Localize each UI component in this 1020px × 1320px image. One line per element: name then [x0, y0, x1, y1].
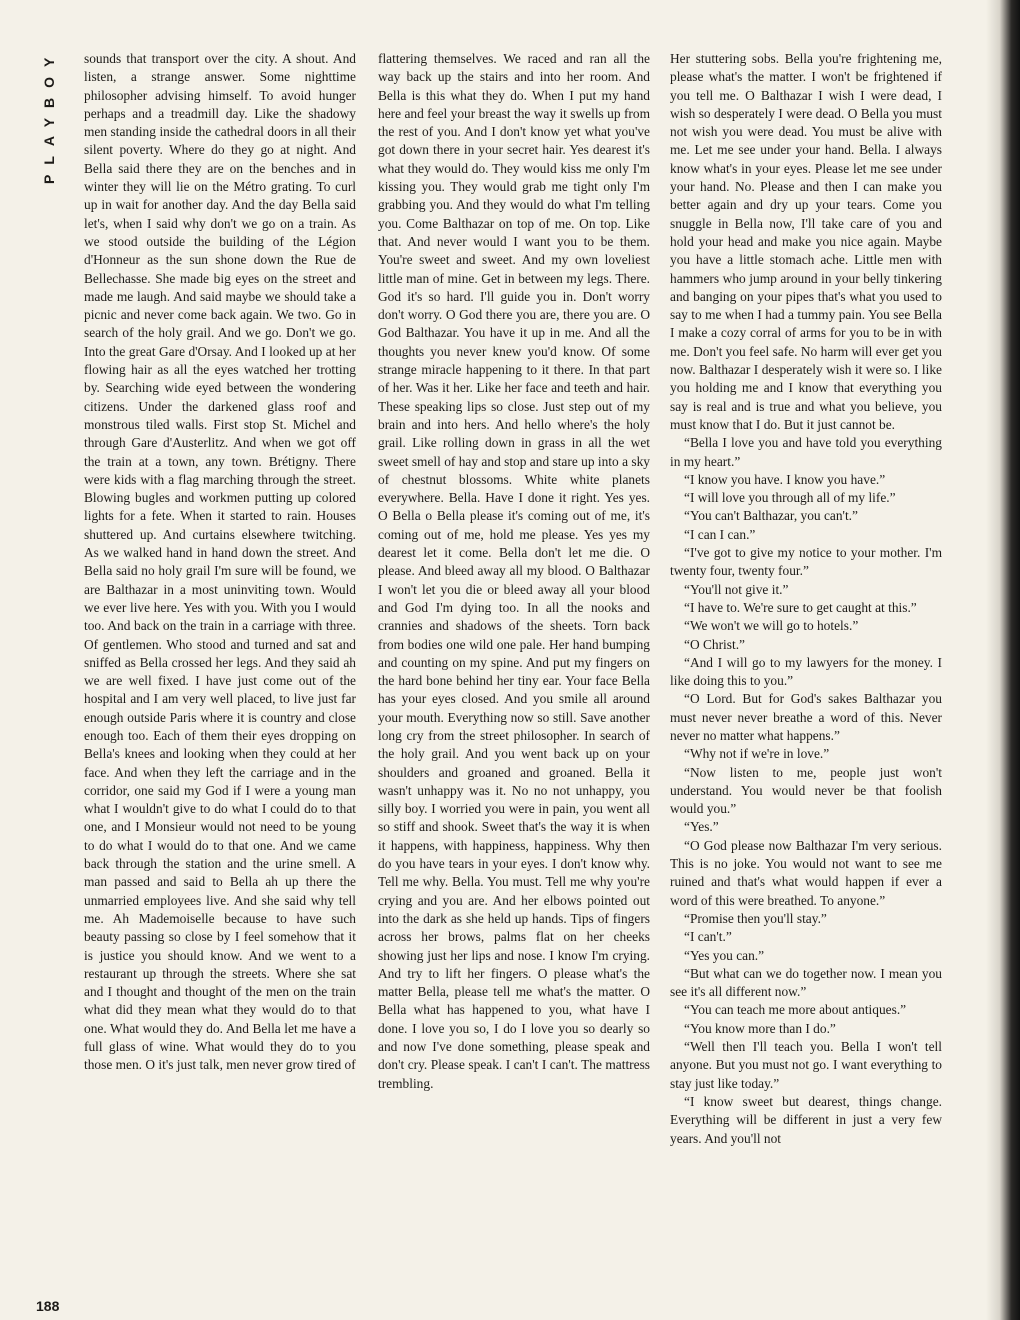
dialogue-line: “But what can we do together now. I mean you see it's all different now.” [670, 965, 942, 1000]
dialogue-line: “I can't.” [684, 929, 732, 945]
dialogue-line: “You'll not give it.” [684, 581, 789, 597]
text-column-3 [670, 50, 942, 1314]
dialogue-line: “I know you have. I know you have.” [684, 471, 886, 487]
dialogue-line: “Yes.” [684, 819, 719, 835]
dialogue-line: “O God please now Balthazar I'm very serious. This is no joke. You would not want to see me ruined and that's what would happen if ever a word of this were breathed. To anyone.” [670, 837, 942, 908]
page-edge-shadow [986, 0, 1020, 1320]
paragraph: sounds that transport over the city. A shout. And listen, a strange answer. Some nighttime philosopher advising himself. To avoid hunger perhaps and a treadmill day. Like the shadowy men standing inside the cathedral doors in all their silent poverty. Where do they go at night. And Bella said there they are on the benches and in winter they will lie on the Métro grating. To curl up in wait for another day. And the day Bella said let's, when I said why don't we go on a train. As we stood outside the building of the Légion d'Honneur as the sun shone down the Rue de Bellechasse. She made big eyes on the street and made me laugh. And said maybe we should take a picnic and never come back again. We two. Go in search of the holy grail. And we go. Don't we go. Into the great Gare d'Orsay. And I looked up at her flowing hair as all the eyes watched her trotting by. Searching wide eyed between the wondering citizens. Under the darkened glass roof and monstrous tiled walls. First stop St. Michel and through Gare d'Austerlitz. And when we got off the train at a town, any town. Brétigny. There were kids with a flag marching through the street. Blowing bugles and workmen putting up colored lights for a fete. When it started to rain. Houses shuttered up. And curtains elsewhere twitching. As we walked hand in hand down the street. And Bella said no holy grail I'm sure will be found, we are Balthazar in a most uninviting town. Would we ever live here. Yes with you. With you I would too. And back on the train in a carriage with three. Of gentlemen. Who stood and turned and sat and sniffed as Bella crossed her legs. And they said ah we are well fixed. I have just come out of the hospital and I am very well placed, to live just far enough outside Paris where it is country and close enough too. Each of them their eyes dropping on Bella's knees and looking when they could at her face. And when they left the carriage and in the corridor, one said my God if I were a young man what I wouldn't give to do what I could do to that one, and I Monsieur would not need to be young to do what I would do to that one. And we came back through the station and the urine smell. A man passed and said to Bella ah up there the unmarried employees live. And she said why tell me. Ah Mademoiselle because to have such beauty passing so close by I feel somehow that it is justice you should know. And we went to a restaurant up through the streets. Where she sat and I thought and thought of the men on the train what did they mean what they would do to that one. What would they do. And Bella let me have a full glass of wine. What would they do to you those men. O it's just talk, men never grow tired of [84, 51, 356, 1073]
dialogue-line: “O Lord. But for God's sakes Balthazar you must never never breathe a word of this. Never never no matter what happens.” [670, 691, 942, 743]
dialogue-line: “Well then I'll teach you. Bella I won't tell anyone. But you must not go. I want everything to stay just like today.” [670, 1039, 942, 1091]
dialogue-line: “Now listen to me, people just won't understand. You would never be that foolish would you.” [670, 764, 942, 817]
dialogue-line: “You know more than I do.” [684, 1020, 836, 1036]
dialogue-line: “Why not if we're in love.” [684, 746, 830, 762]
dialogue-line: “You can teach me more about antiques.” [684, 1002, 907, 1018]
dialogue-line: “I have to. We're sure to get caught at this.” [684, 599, 917, 615]
text-column-2 [378, 50, 650, 1314]
dialogue-line: “You can't Balthazar, you can't.” [684, 508, 858, 524]
dialogue-line: “I know sweet but dearest, things change. Everything will be different in just a very few years. And you'll not [670, 1093, 942, 1146]
dialogue-line: “I will love you through all of my life.” [684, 490, 896, 506]
magazine-name: PLAYBOY [41, 48, 57, 185]
page-number: 188 [36, 1298, 60, 1314]
dialogue-line: “Promise then you'll stay.” [684, 910, 827, 926]
paragraph: Her stuttering sobs. Bella you're frightening me, please what's the matter. I won't be frightened if you tell me. O Balthazar I wish I were dead, I wish so desperately I were dead. O Bella you must not wish you were dead. You must be alive with me. Let me see under your hand. Bella. I always know what's in your eyes. Please let me see under your hand. No. Please and then I can make you better again and dry up your tears. Come you snuggle in Bella now, I'll take care of you and hold your head and make you nice again. Maybe you have a little stomach ache. Little men with hammers who jump around in your belly tinkering and banging on your pipes that's what you used to say to me when I had a tummy pain. You see Bella I make a cozy corral of arms for you to be in with me. Don't you feel safe. No harm will ever get you now. Balthazar I desperately wish it were so. I like you holding me and I know that everything you say is real and is true and what you believe, you must know that I do. But it just cannot be. [670, 51, 942, 432]
dialogue-line: “Bella I love you and have told you everything in my heart.” [670, 435, 942, 469]
dialogue-line: “We won't we will go to hotels.” [684, 618, 859, 634]
dialogue-line: “I can I can.” [684, 526, 756, 542]
text-column-1 [84, 50, 356, 1314]
dialogue-line: “Yes you can.” [684, 947, 765, 963]
dialogue-line: “O Christ.” [684, 636, 745, 652]
dialogue-line: “I've got to give my notice to your mother. I'm twenty four, twenty four.” [670, 545, 942, 579]
paragraph: flattering themselves. We raced and ran all the way back up the stairs and into her room. And Bella is this what they do. When I put my hand here and feel your breast the way it swells up from the rest of you. And I don't know yet what you've got down there in your secret hair. Yes dearest it's what they would do. They would kiss me only I'm kissing you. They would grab me tight only I'm grabbing you. And they would do what I'm telling you. Come Balthazar on top of me. On top. Like that. And never would I want you to be them. You're sweet and sweet. And my own loveliest little man of mine. Get in between my legs. There. God it's so hard. I'll guide you in. Don't worry don't worry. O God there you are, there you are. O God Balthazar. You have it up in me. And all the thoughts you never knew you'd know. Of some strange miracle happening to it there. In that part of her. Was it her. Like her face and teeth and hair. These speaking lips so close. Just step out of my brain and into hers. And hello where's the holy grail. Like rolling down in grass in all the wet sweet smell of hay and stop and stare up into a sky of chestnut blossoms. White white planets everywhere. Bella. Have I done it right. Yes yes. O Bella o Bella please it's coming out of me, it's coming out of me, hold me please. Yes yes my dearest let it come. Bella don't let me die. O please. And bleed away all my blood. O Balthazar I won't let you die or bleed away all your blood and God I'm dying too. In all the nooks and crannies and shadows of the sheets. Torn back from bodies one wild one pale. Her hand bumping and counting on my spine. And put my fingers on the hard bone behind her tiny ear. Your face Bella has your eyes closed. And you smile all around your mouth. Everything now so still. Save another long cry from the street philosopher. In search of the holy grail. And you went back up on your shoulders and groaned and groaned. Bella it wasn't unhappy was it. No no not unhappy, you silly boy. I worried you were in pain, you went all so stiff and shook. Sweet that's the way it is when it happens, with happiness, happiness. Why then do you have tears in your eyes. I don't know why. Tell me why. Bella. You must. Tell me why you're crying and you are. And her elbows pointed out into the dark as she held up hands. Tips of fingers across her brows, palms flat on her cheeks showing just her lips and nose. I know I'm crying. And try to lift her fingers. O please what's the matter Bella, please tell me what's the matter. O Bella what has happened to you, what have I done. I love you so, I do I love you so dearly so and now I've done something, please speak and don't cry. Please speak. I can't I can't. The mattress trembling. [378, 51, 650, 1091]
dialogue-line: “And I will go to my lawyers for the money. I like doing this to you.” [670, 654, 942, 689]
